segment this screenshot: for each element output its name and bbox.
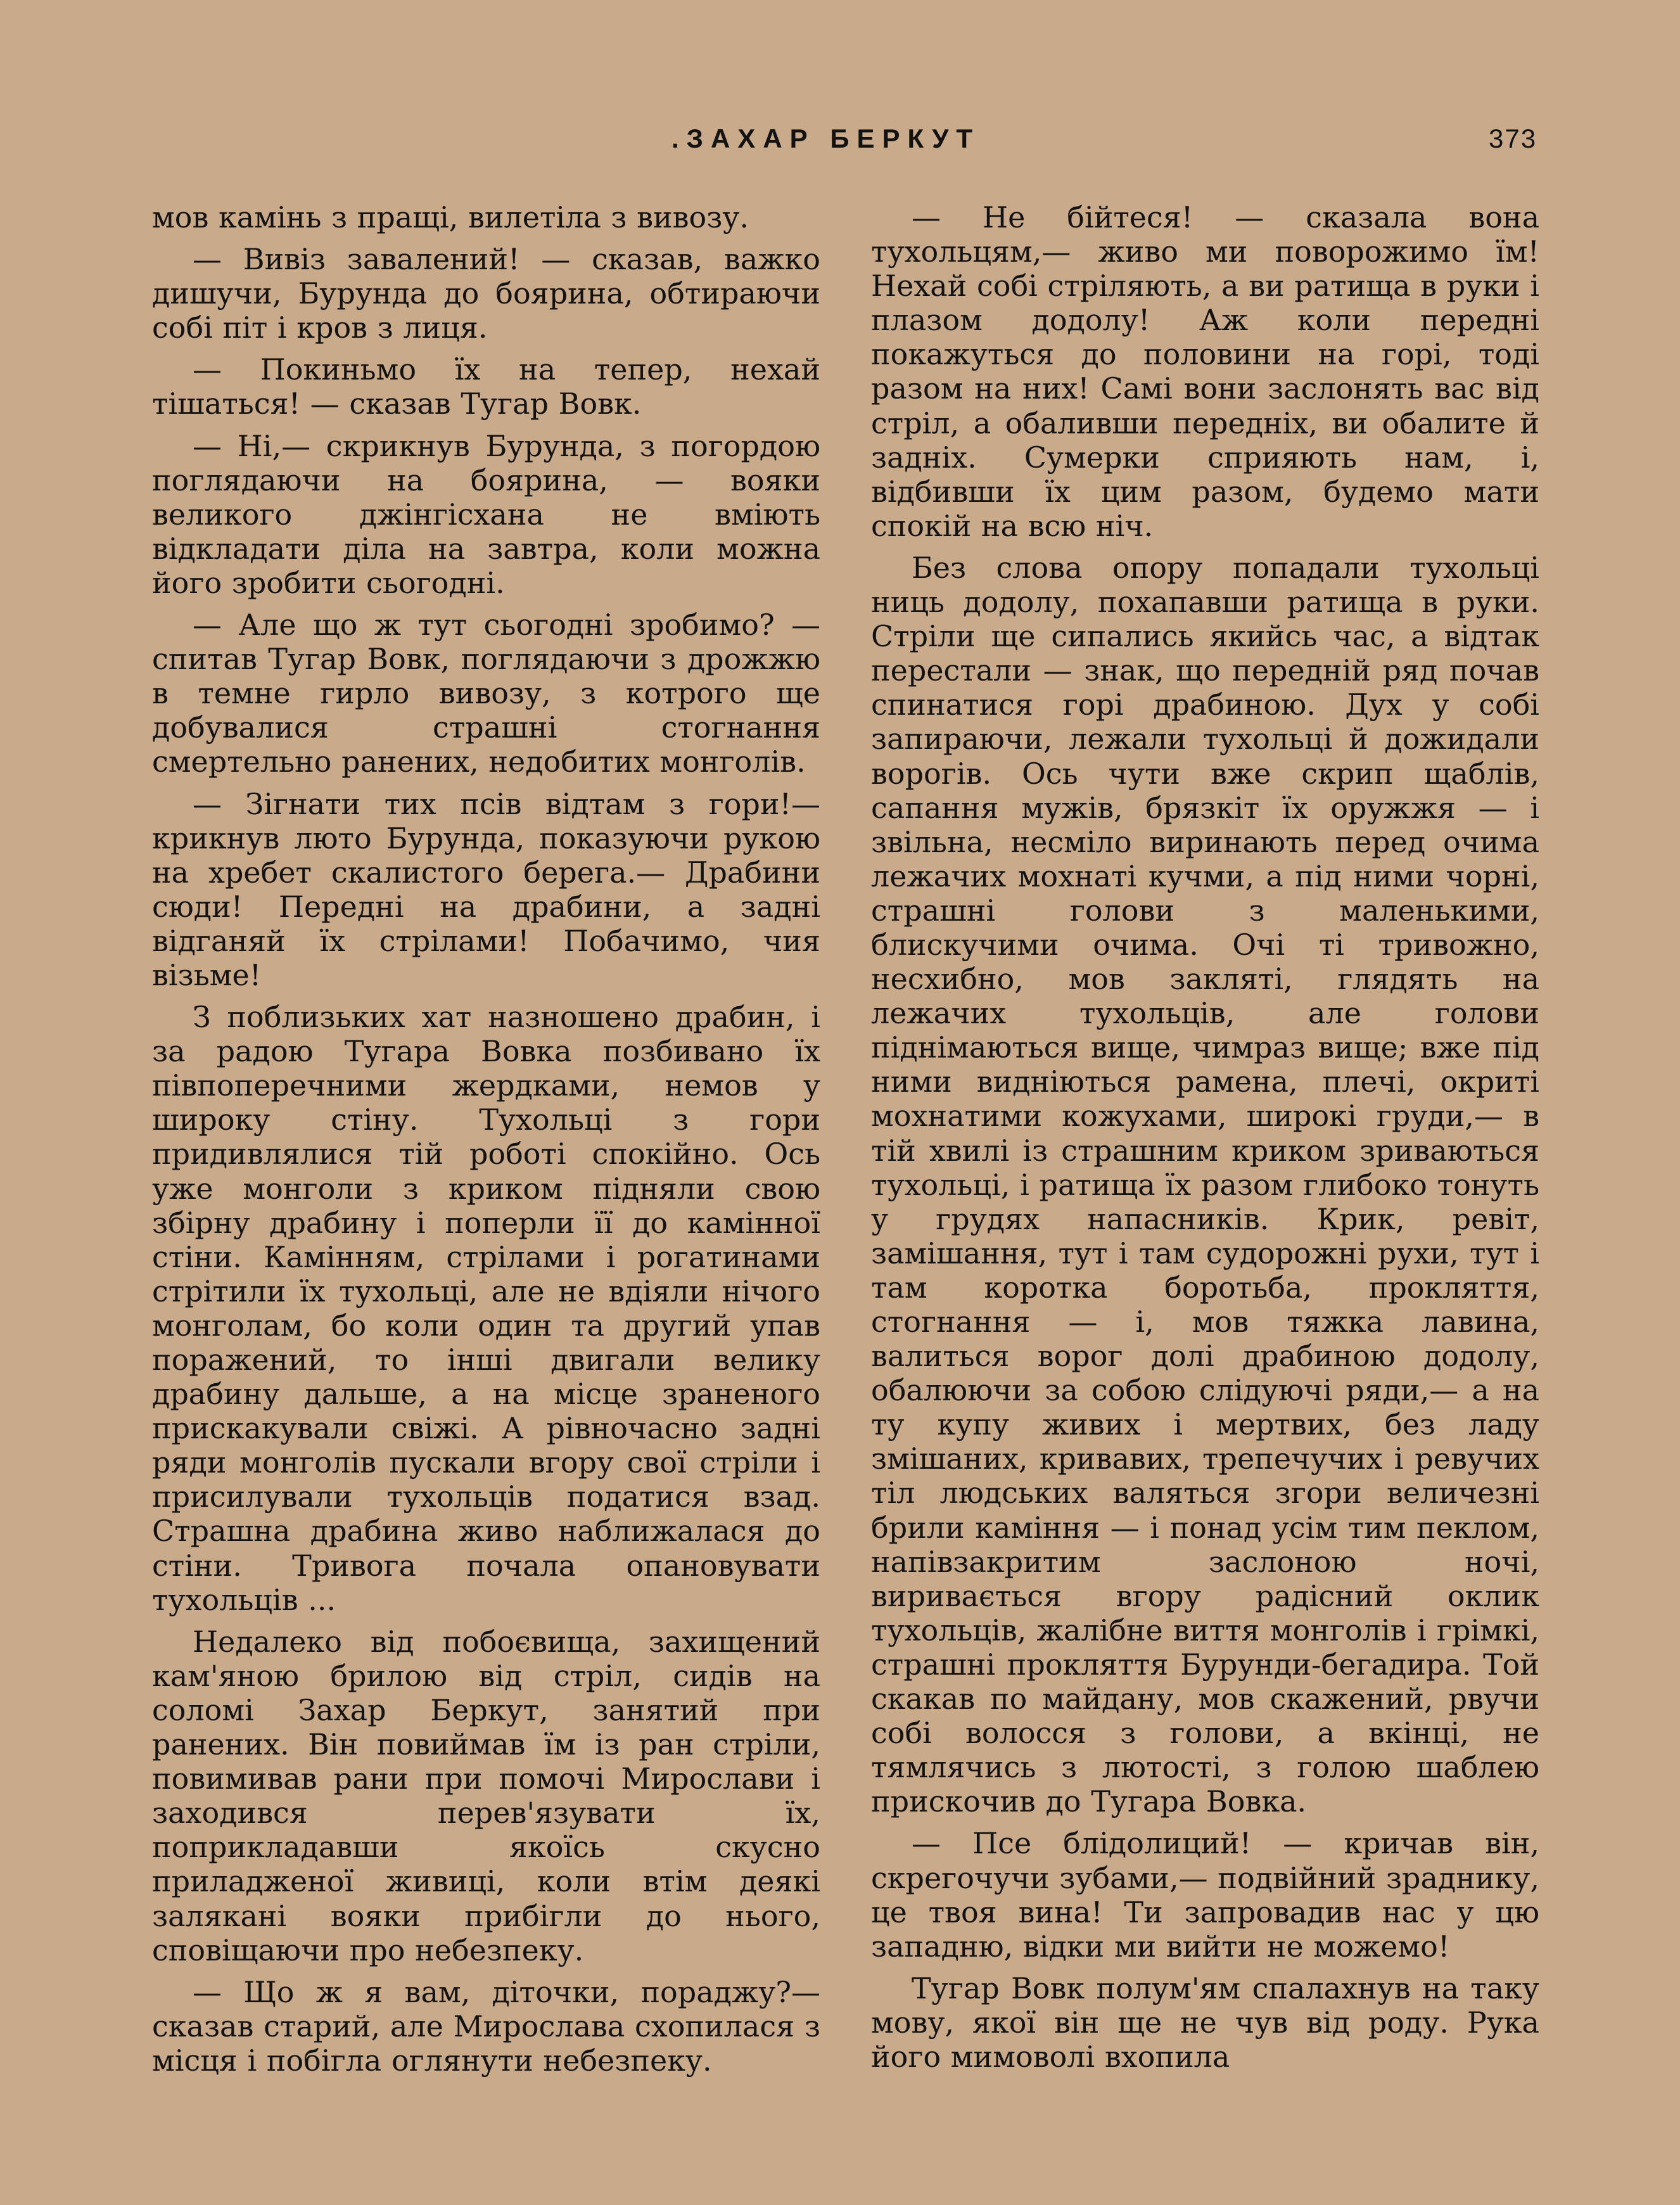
left-column [152, 200, 820, 2085]
paragraph: — Що ж я вам, діточки, пораджу?— сказав старий, але Мирослава схопилася з місця і побігла оглянути небезпеку. [152, 1974, 820, 2078]
page-header [0, 124, 1680, 162]
paragraph: — Не бійтеся! — сказала вона тухольцям,— живо ми поворожимо їм! Нехай собі стріляють, а ви ратища в руки і плазом додолу! Аж коли передні покажуться до половини на горі, тоді разом на них! Самі вони заслонять вас від стріл, а обаливши передніх, ви обалите й задніх. Сумерки сприяють нам, і, відбивши їх цим разом, будемо мати спокій на всю ніч. [871, 200, 1539, 543]
paragraph: — Але що ж тут сьогодні зробимо? — спитав Тугар Вовк, поглядаючи з дрожжю в темне гирло вивозу, з котрого ще добувалися страшні стогнання смертельно ранених, недобитих монголів. [152, 608, 820, 779]
paragraph: З поблизьких хат назношено драбин, і за радою Тугара Вовка позбивано їх півпоперечними жердками, немов у широку стіну. Тухольці з гори придивлялися тій роботі спокійно. Ось уже монголи з криком підняли свою збірну драбину і поперли її до камінної стіни. Камінням, стрілами і рогатинами стрітили їх тухольці, але не вдіяли нічого монголам, бо коли один та другий упав поражений, то інші двигали велику драбину дальше, а на місце зраненого прискакували свіжі. А рівночасно задні ряди монголів пускали вгору свої стріли і присилували тухольців податися взад. Страшна драбина живо наближалася до стіни. Тривога почала опановувати тухольців ... [152, 1000, 820, 1617]
paragraph: Тугар Вовк полум'ям спалахнув на таку мову, якої він ще не чув від роду. Рука його мимоволі вхопила [871, 1971, 1539, 2074]
paragraph: — Вивіз завалений! — сказав, важко дишучи, Бурунда до боярина, обтираючи собі піт і кров з лиця. [152, 242, 820, 345]
page-number: 373 [1489, 124, 1537, 153]
paragraph: — Псе блідолиций! — кричав він, скрегочучи зубами,— подвійний зраднику, це твоя вина! Ти запровадив нас у цю западню, відки ми вийти не можемо! [871, 1826, 1539, 1964]
paragraph: — Зігнати тих псів відтам з гори!— крикнув люто Бурунда, показуючи рукою на хребет скалистого берега.— Драбини сюди! Передні на драбини, а задні відганяй їх стрілами! Побачимо, чия візьме! [152, 786, 820, 992]
paragraph: — Ні,— скрикнув Бурунда, з погордою поглядаючи на боярина, — вояки великого джінгісхана не вміють відкладати діла на завтра, коли можна його зробити сьогодні. [152, 428, 820, 600]
right-column [871, 200, 1539, 2081]
paragraph: Недалеко від побоєвища, захищений кам'яною брилою від стріл, сидів на соломі Захар Беркут, занятий при ранених. Він повиймав їм із ран стріли, повимивав рани при помочі Мирослави і заходився перев'язувати їх, поприкладавши якоїсь скусно приладженої живиці, коли втім деякі залякані вояки прибігли до нього, сповіщаючи про небезпеку. [152, 1624, 820, 1967]
paragraph: — Покиньмо їх на тепер, нехай тішаться! — сказав Тугар Вовк. [152, 352, 820, 421]
paragraph: мов камінь з пращі, вилетіла з вивозу. [152, 200, 749, 234]
paragraph: Без слова опору попадали тухольці ниць додолу, похапавши ратища в руки. Стріли ще сипались якийсь час, а відтак перестали — знак, що передній ряд почав спинатися горі драбиною. Дух у собі запираючи, лежали тухольці й дожидали ворогів. Ось чути вже скрип щаблів, сапання мужів, брязкіт їх оружжя — і звільна, несміло виринають перед очима лежачих мохнаті кучми, а під ними чорні, страшні голови з маленькими, блискучими очима. Очі ті тривожно, несхибно, мов закляті, глядять на лежачих тухольців, але голови піднімаються вище, чимраз вище; вже під ними видніються рамена, плечі, окриті мохнатими кожухами, широкі груди,— в тій хвилі із страшним криком зриваються тухольці, і ратища їх разом глибоко тонуть у грудях напасників. Крик, ревіт, замішання, тут і там судорожні рухи, тут і там коротка боротьба, прокляття, стогнання — і, мов тяжка лавина, валиться ворог долі драбиною додолу, обалюючи за собою слідуючі ряди,— а на ту купу живих і мертвих, без ладу змішаних, кривавих, трепечучих і ревучих тіл людських валяться згори величезні брили каміння — і понад усім тим пеклом, напівзакритим заслоною ночі, виривається вгору радісний оклик тухольців, жалібне виття монголів і грімкі, страшні прокляття Бурунди-бегадира. Той скакав по майдану, мов скажений, рвучи собі волосся з голови, а вкінці, не тямлячись з лютості, з голою шаблею прискочив до Тугара Вовка. [871, 550, 1539, 1819]
running-title: .ЗАХАР БЕРКУТ [671, 124, 981, 153]
